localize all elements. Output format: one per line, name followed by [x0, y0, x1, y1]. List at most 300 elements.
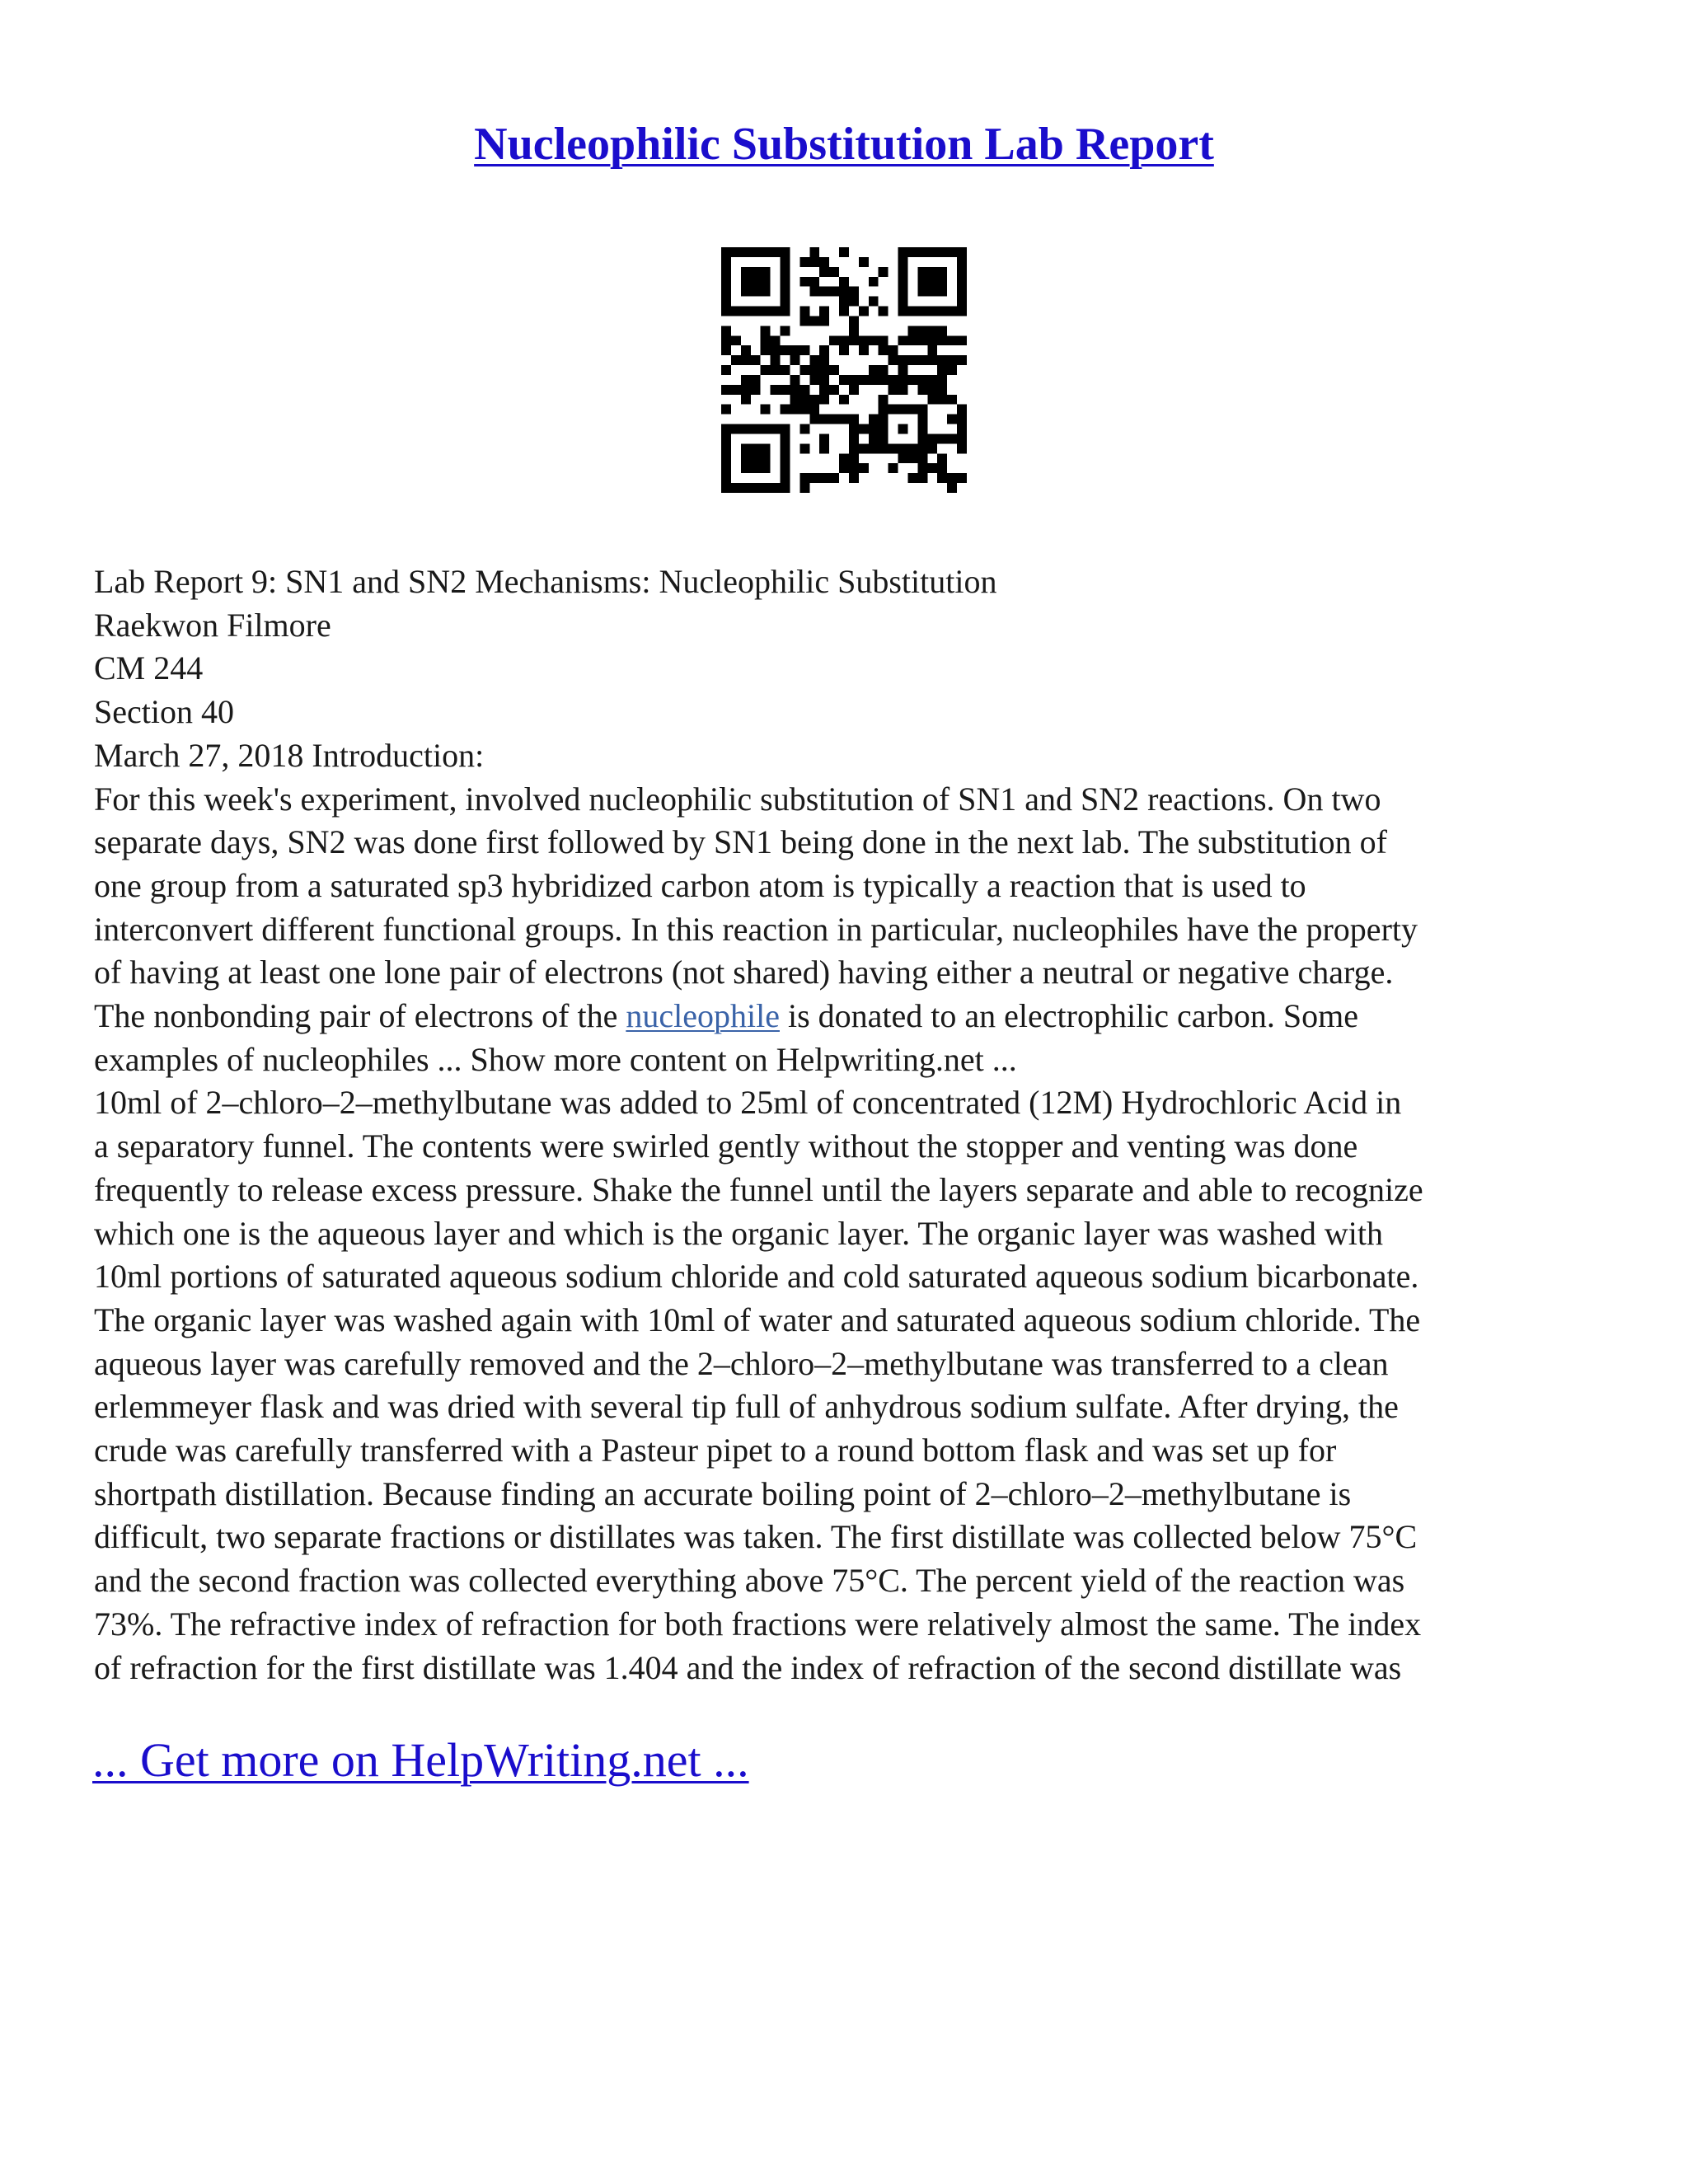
qr-module — [721, 326, 731, 335]
paragraph-line: interconvert different functional groups. In this reaction in particular, nucleophiles have the property — [94, 910, 1418, 948]
paragraph-line: a separatory funnel. The contents were swirled gently without the stopper and venting was done — [94, 1127, 1358, 1165]
qr-module — [761, 267, 771, 277]
paragraph-line: 10ml portions of saturated aqueous sodium chloride and cold saturated aqueous sodium bicarbonate. — [94, 1258, 1419, 1296]
text-before-link: The nonbonding pair of electrons of the — [94, 997, 626, 1035]
qr-module — [771, 424, 781, 434]
qr-module — [781, 287, 790, 297]
qr-module — [771, 335, 781, 345]
paragraph-line: and the second fraction was collected everything above 75°C. The percent yield of the reaction was — [94, 1562, 1405, 1600]
qr-module — [927, 287, 937, 297]
qr-module — [809, 355, 819, 365]
qr-module — [839, 415, 849, 424]
qr-module — [879, 415, 889, 424]
qr-module — [731, 307, 741, 316]
qr-module — [819, 473, 829, 483]
qr-module — [937, 434, 947, 443]
qr-module — [781, 424, 790, 434]
paragraph-line: 73%. The refractive index of refraction for both fractions were relatively almost the same. The index — [94, 1605, 1422, 1643]
qr-module — [937, 395, 947, 405]
qr-module — [771, 247, 781, 257]
paragraph-line: aqueous layer was carefully removed and the 2–chloro–2–methylbutane was transferred to a clean — [94, 1344, 1389, 1382]
qr-module — [819, 375, 829, 385]
paragraph-line: shortpath distillation. Because finding an accurate boiling point of 2–chloro–2–methylbutane is — [94, 1474, 1352, 1512]
paragraph-line: one group from a saturated sp3 hybridized carbon atom is typically a reaction that is used to — [94, 866, 1306, 904]
qr-module — [751, 385, 761, 395]
qr-module — [907, 443, 917, 453]
paragraph-line: which one is the aqueous layer and which is the organic layer. The organic layer was washed with — [94, 1214, 1383, 1252]
qr-module — [741, 385, 751, 395]
qr-module — [898, 307, 908, 316]
qr-module — [898, 335, 908, 345]
qr-module — [849, 297, 859, 307]
qr-module — [781, 297, 790, 307]
qr-module — [957, 424, 967, 434]
qr-module — [889, 385, 898, 395]
qr-module — [917, 355, 927, 365]
qr-module — [917, 443, 927, 453]
qr-module — [771, 483, 781, 493]
qr-module — [799, 395, 809, 405]
qr-module — [799, 385, 809, 395]
qr-module — [957, 257, 967, 267]
qr-module — [889, 463, 898, 473]
qr-module — [937, 287, 947, 297]
qr-module — [781, 385, 790, 395]
qr-module — [849, 385, 859, 395]
qr-module — [889, 375, 898, 385]
qr-module — [809, 415, 819, 424]
qr-module — [721, 307, 731, 316]
qr-module — [898, 424, 908, 434]
qr-module — [721, 385, 731, 395]
qr-module — [809, 277, 819, 287]
qr-module — [957, 355, 967, 365]
qr-module — [927, 443, 937, 453]
qr-module — [761, 483, 771, 493]
qr-module — [829, 473, 839, 483]
paragraph-line: of refraction for the first distillate was 1.404 and the index of refraction of the second distillate was — [94, 1648, 1402, 1686]
qr-module — [937, 326, 947, 335]
qr-module — [790, 385, 799, 395]
qr-module — [761, 365, 771, 375]
qr-module — [741, 345, 751, 355]
qr-module — [829, 365, 839, 375]
qr-module — [879, 375, 889, 385]
qr-module — [761, 463, 771, 473]
qr-module — [721, 463, 731, 473]
qr-module — [889, 443, 898, 453]
qr-module — [829, 267, 839, 277]
qr-module — [898, 247, 908, 257]
qr-module — [790, 355, 799, 365]
qr-module — [869, 297, 879, 307]
qr-module — [869, 434, 879, 443]
qr-module — [937, 277, 947, 287]
qr-module — [898, 453, 908, 463]
qr-module — [829, 287, 839, 297]
qr-module — [927, 277, 937, 287]
qr-module — [761, 287, 771, 297]
qr-module — [771, 385, 781, 395]
qr-module — [751, 375, 761, 385]
qr-module — [849, 453, 859, 463]
qr-module — [937, 385, 947, 395]
qr-module — [917, 473, 927, 483]
qr-module — [947, 335, 957, 345]
qr-module — [741, 375, 751, 385]
qr-module — [839, 395, 849, 405]
qr-module — [879, 267, 889, 277]
qr-module — [741, 443, 751, 453]
qr-module — [917, 247, 927, 257]
qr-module — [721, 335, 731, 345]
qr-module — [957, 267, 967, 277]
qr-module — [907, 375, 917, 385]
qr-module — [869, 277, 879, 287]
qr-module — [957, 473, 967, 483]
paragraph-line-with-link — [94, 995, 1602, 1038]
qr-module — [849, 287, 859, 297]
title-link[interactable]: Nucleophilic Substitution Lab Report — [474, 119, 1214, 170]
qr-module — [869, 415, 879, 424]
qr-module — [781, 307, 790, 316]
show-more-line: examples of nucleophiles ... Show more content on Helpwriting.net ... — [94, 1040, 1017, 1078]
qr-module — [741, 247, 751, 257]
qr-module — [781, 453, 790, 463]
qr-module — [721, 434, 731, 443]
qr-module — [761, 307, 771, 316]
qr-module — [809, 316, 819, 326]
qr-module — [799, 483, 809, 493]
qr-module — [819, 316, 829, 326]
footer — [92, 1731, 749, 1790]
qr-module — [829, 385, 839, 395]
qr-module — [761, 335, 771, 345]
paragraph-line: crude was carefully transferred with a Pasteur pipet to a round bottom flask and was set up for — [94, 1432, 1337, 1469]
qr-module — [859, 307, 869, 316]
qr-module — [781, 443, 790, 453]
qr-module — [781, 257, 790, 267]
qr-module — [927, 267, 937, 277]
qr-module — [839, 453, 849, 463]
paragraph-line: separate days, SN2 was done first followed by SN1 being done in the next lab. The substitution of — [94, 823, 1388, 861]
qr-module — [741, 483, 751, 493]
qr-module — [907, 405, 917, 415]
qr-module — [898, 277, 908, 287]
qr-module — [898, 385, 908, 395]
qr-module — [790, 345, 799, 355]
qr-module — [731, 483, 741, 493]
qr-module — [799, 473, 809, 483]
qr-module — [741, 424, 751, 434]
qr-module — [957, 247, 967, 257]
qr-module — [751, 355, 761, 365]
qr-module — [721, 277, 731, 287]
paragraph-line: difficult, two separate fractions or distillates was taken. The first distillate was collected below 75°C — [94, 1518, 1418, 1556]
qr-module — [751, 287, 761, 297]
qr-module — [781, 365, 790, 375]
qr-module — [781, 247, 790, 257]
qr-module — [849, 463, 859, 473]
qr-module — [819, 267, 829, 277]
qr-module — [751, 453, 761, 463]
qr-module — [879, 405, 889, 415]
qr-module — [927, 434, 937, 443]
document-body — [94, 560, 1602, 1690]
qr-module — [927, 385, 937, 395]
qr-module — [879, 345, 889, 355]
qr-module — [937, 307, 947, 316]
qr-module — [947, 355, 957, 365]
get-more-link[interactable]: ... Get more on HelpWriting.net ... — [92, 1733, 749, 1787]
paragraph-line: frequently to release excess pressure. Shake the funnel until the layers separate and able to recognize — [94, 1170, 1423, 1208]
qr-module — [898, 365, 908, 375]
qr-module — [790, 405, 799, 415]
qr-module — [889, 405, 898, 415]
qr-module — [917, 385, 927, 395]
qr-module — [751, 443, 761, 453]
qr-module — [889, 345, 898, 355]
qr-module — [927, 355, 937, 365]
qr-module — [799, 345, 809, 355]
qr-module — [809, 395, 819, 405]
qr-module — [869, 375, 879, 385]
qr-module — [917, 434, 927, 443]
qr-module — [859, 375, 869, 385]
qr-module — [731, 335, 741, 345]
qr-module — [898, 257, 908, 267]
qr-module — [731, 355, 741, 365]
qr-module — [751, 424, 761, 434]
paragraph-line: of having at least one lone pair of electrons (not shared) having either a neutral or negative charge. — [94, 954, 1394, 991]
qr-module — [741, 463, 751, 473]
qr-module — [761, 405, 771, 415]
qr-module — [927, 345, 937, 355]
qr-module — [790, 395, 799, 405]
qr-module — [761, 277, 771, 287]
qr-module — [721, 365, 731, 375]
qr-module — [721, 424, 731, 434]
qr-module — [957, 307, 967, 316]
qr-module — [731, 424, 741, 434]
qr-module — [937, 365, 947, 375]
qr-module — [907, 453, 917, 463]
paragraph-line: The organic layer was washed again with 10ml of water and saturated aqueous sodium chloride. The — [94, 1301, 1421, 1338]
nucleophile-link[interactable]: nucleophile — [626, 997, 780, 1035]
course-line: CM 244 — [94, 649, 204, 687]
author-line: Raekwon Filmore — [94, 606, 331, 644]
section-line: Section 40 — [94, 693, 234, 731]
qr-module — [809, 473, 819, 483]
qr-module — [839, 307, 849, 316]
qr-module — [947, 365, 957, 375]
qr-module — [819, 355, 829, 365]
qr-module — [781, 277, 790, 287]
qr-module — [839, 335, 849, 345]
qr-module — [781, 473, 790, 483]
text-after-link: is donated to an electrophilic carbon. Some — [779, 997, 1358, 1035]
qr-module — [898, 267, 908, 277]
page-title — [0, 115, 1688, 173]
qr-module — [771, 355, 781, 365]
qr-module — [721, 345, 731, 355]
qr-module — [917, 267, 927, 277]
qr-module — [799, 424, 809, 434]
qr-module — [869, 335, 879, 345]
qr-module — [879, 365, 889, 375]
qr-module — [781, 405, 790, 415]
qr-module — [829, 335, 839, 345]
qr-module — [799, 307, 809, 316]
qr-module — [927, 307, 937, 316]
qr-module — [927, 247, 937, 257]
qr-module — [957, 415, 967, 424]
qr-module — [839, 375, 849, 385]
paragraph-line: 10ml of 2–chloro–2–methylbutane was added to 25ml of concentrated (12M) Hydrochloric Acid in — [94, 1084, 1402, 1122]
qr-module — [879, 335, 889, 345]
paragraph-line: erlemmeyer flask and was dried with several tip full of anhydrous sodium sulfate. After drying, the — [94, 1388, 1399, 1426]
qr-module — [839, 345, 849, 355]
qr-module — [849, 316, 859, 326]
qr-module — [829, 415, 839, 424]
qr-module — [839, 247, 849, 257]
qr-module — [819, 287, 829, 297]
qr-module — [839, 297, 849, 307]
qr-module — [917, 375, 927, 385]
qr-module — [819, 415, 829, 424]
qr-module — [859, 257, 869, 267]
qr-module — [907, 247, 917, 257]
qr-module — [869, 365, 879, 375]
qr-module — [957, 405, 967, 415]
qr-module — [957, 277, 967, 287]
qr-module — [917, 405, 927, 415]
qr-module — [741, 395, 751, 405]
qr-module — [741, 355, 751, 365]
paragraph-line: For this week's experiment, involved nucleophilic substitution of SN1 and SN2 reactions. On two — [94, 780, 1381, 818]
qr-module — [917, 277, 927, 287]
qr-module — [771, 307, 781, 316]
qr-module — [849, 375, 859, 385]
qr-module — [721, 405, 731, 415]
qr-module — [879, 395, 889, 405]
qr-module — [721, 297, 731, 307]
qr-module — [761, 326, 771, 335]
qr-module — [721, 443, 731, 453]
qr-module — [849, 326, 859, 335]
qr-module — [751, 463, 761, 473]
qr-module — [761, 247, 771, 257]
qr-module — [937, 355, 947, 365]
qr-module — [957, 434, 967, 443]
qr-module — [907, 307, 917, 316]
qr-module — [751, 307, 761, 316]
qr-module — [819, 345, 829, 355]
qr-module — [859, 463, 869, 473]
qr-module — [849, 473, 859, 483]
qr-module — [927, 335, 937, 345]
qr-module — [917, 335, 927, 345]
qr-module — [809, 375, 819, 385]
qr-module — [781, 434, 790, 443]
qr-module — [927, 395, 937, 405]
qr-module — [907, 335, 917, 345]
qr-module — [721, 267, 731, 277]
qr-module — [771, 365, 781, 375]
qr-module — [721, 287, 731, 297]
qr-module — [819, 443, 829, 453]
qr-module — [937, 267, 947, 277]
qr-module — [937, 453, 947, 463]
qr-module — [917, 463, 927, 473]
qr-module — [781, 483, 790, 493]
qr-module — [869, 443, 879, 453]
qr-module — [859, 335, 869, 345]
qr-module — [957, 443, 967, 453]
qr-module — [879, 434, 889, 443]
qr-module — [879, 307, 889, 316]
qr-module — [947, 473, 957, 483]
qr-module — [907, 326, 917, 335]
qr-module — [889, 355, 898, 365]
qr-module — [819, 395, 829, 405]
qr-module — [917, 326, 927, 335]
qr-module — [751, 483, 761, 493]
qr-module — [741, 453, 751, 463]
date-line: March 27, 2018 Introduction: — [94, 736, 485, 774]
qr-module — [927, 463, 937, 473]
qr-module — [859, 443, 869, 453]
qr-code-icon — [721, 247, 967, 493]
qr-module — [819, 434, 829, 443]
qr-module — [937, 375, 947, 385]
qr-module — [741, 267, 751, 277]
qr-module — [839, 287, 849, 297]
qr-module — [927, 375, 937, 385]
qr-module — [809, 257, 819, 267]
qr-module — [898, 355, 908, 365]
qr-module — [799, 277, 809, 287]
qr-module — [898, 297, 908, 307]
qr-module — [898, 405, 908, 415]
qr-module — [799, 405, 809, 415]
qr-module — [721, 247, 731, 257]
qr-module — [849, 424, 859, 434]
qr-module — [937, 247, 947, 257]
qr-module — [937, 473, 947, 483]
qr-module — [799, 443, 809, 453]
qr-module — [761, 345, 771, 355]
qr-module — [761, 424, 771, 434]
qr-module — [917, 287, 927, 297]
qr-module — [751, 267, 761, 277]
qr-module — [957, 297, 967, 307]
qr-module — [947, 415, 957, 424]
qr-module — [761, 443, 771, 453]
qr-module — [849, 335, 859, 345]
qr-module — [917, 415, 927, 424]
qr-module — [957, 287, 967, 297]
qr-module — [819, 257, 829, 267]
qr-module — [741, 307, 751, 316]
qr-module — [937, 335, 947, 345]
qr-module — [819, 385, 829, 395]
qr-module — [790, 375, 799, 385]
qr-module — [879, 443, 889, 453]
qr-module — [781, 267, 790, 277]
qr-module — [839, 277, 849, 287]
qr-module — [781, 326, 790, 335]
